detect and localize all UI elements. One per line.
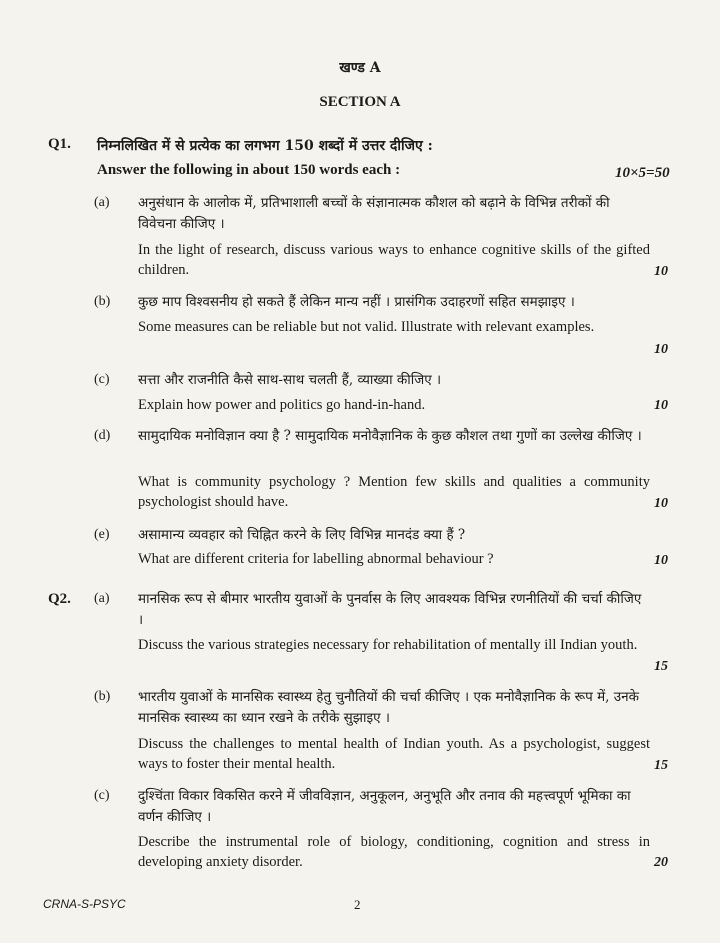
part-text-hindi: सामुदायिक मनोविज्ञान क्या है ? सामुदायिक मनोवैज्ञानिक के कुछ कौशल तथा गुणों का उल्लेख कीजिए । — [138, 428, 642, 444]
part-text-english: Describe the instrumental role of biology, conditioning, cognition and stress in developing anxiety disorder. — [138, 834, 650, 870]
part-text-english: Discuss the challenges to mental health of Indian youth. As a psychologist, suggest ways to foster their mental health. — [138, 736, 650, 772]
part-text-english: What is community psychology ? Mention few skills and qualities a community psychologist should have. — [138, 474, 650, 510]
part-text-english: What are different criteria for labelling abnormal behaviour ? — [138, 551, 494, 567]
part-label: (c) — [94, 788, 110, 803]
q1-instruction-english: Answer the following in about 150 words each : — [97, 162, 401, 178]
part-label: (a) — [94, 591, 110, 606]
question-number: Q1. — [48, 136, 71, 152]
part-text-hindi: भारतीय युवाओं के मानसिक स्वास्थ्य हेतु चुनौतियों की चर्चा कीजिए । एक मनोवैज्ञानिक के रूप में, उनके मानसिक स्वास्थ्य का ध्यान रखने के तरीके सुझाइए । — [138, 689, 639, 726]
part-marks: 15 — [654, 659, 668, 674]
part-marks: 10 — [654, 398, 668, 413]
part-marks: 10 — [654, 264, 668, 279]
part-text-hindi: कुछ माप विश्वसनीय हो सकते हैं लेकिन मान्य नहीं । प्रासंगिक उदाहरणों सहित समझाइए । — [138, 294, 575, 310]
part-marks: 10 — [654, 342, 668, 357]
part-text-english: Some measures can be reliable but not valid. Illustrate with relevant examples. — [138, 319, 595, 335]
question-number: Q2. — [48, 591, 71, 607]
part-label: (b) — [94, 294, 111, 309]
part-label: (b) — [94, 689, 111, 704]
part-text-english: Explain how power and politics go hand-in-hand. — [138, 397, 426, 413]
part-text-english: Discuss the various strategies necessary for rehabilitation of mentally ill Indian youth. — [138, 637, 638, 653]
section-title-hindi: खण्ड A — [339, 60, 381, 76]
part-marks: 10 — [654, 553, 668, 568]
part-text-hindi: मानसिक रूप से बीमार भारतीय युवाओं के पुनर्वास के लिए आवश्यक विभिन्न रणनीतियों की चर्चा कीजिए । — [138, 591, 642, 628]
paper-code: CRNA-S-PSYC — [43, 897, 126, 911]
part-text-hindi: दुश्चिंता विकार विकसित करने में जीवविज्ञान, अनुकूलन, अनुभूति और तनाव की महत्त्वपूर्ण भूमिका का वर्णन कीजिए । — [138, 788, 631, 825]
part-text-english: In the light of research, discuss various ways to enhance cognitive skills of the gifted children. — [138, 242, 650, 278]
part-text-hindi: सत्ता और राजनीति कैसे साथ-साथ चलती हैं, व्याख्या कीजिए । — [138, 372, 442, 388]
part-marks: 10 — [654, 496, 668, 511]
page-number: 2 — [354, 897, 361, 912]
part-label: (c) — [94, 372, 110, 387]
part-label: (e) — [94, 527, 110, 542]
part-marks: 20 — [654, 855, 668, 870]
part-label: (a) — [94, 195, 110, 210]
part-text-hindi: असामान्य व्यवहार को चिह्नित करने के लिए विभिन्न मानदंड क्या हैं ? — [138, 527, 466, 543]
part-label: (d) — [94, 428, 111, 443]
part-text-hindi: अनुसंधान के आलोक में, प्रतिभाशाली बच्चों के संज्ञानात्मक कौशल को बढ़ाने के विभिन्न तरीकों की विवेचना कीजिए । — [138, 195, 610, 232]
q1-instruction-hindi: निम्नलिखित में से प्रत्येक का लगभग 150 शब्दों में उत्तर दीजिए : — [97, 138, 433, 154]
section-title-english: SECTION A — [319, 94, 401, 110]
part-marks: 15 — [654, 758, 668, 773]
q1-total-marks: 10×5=50 — [615, 165, 670, 181]
